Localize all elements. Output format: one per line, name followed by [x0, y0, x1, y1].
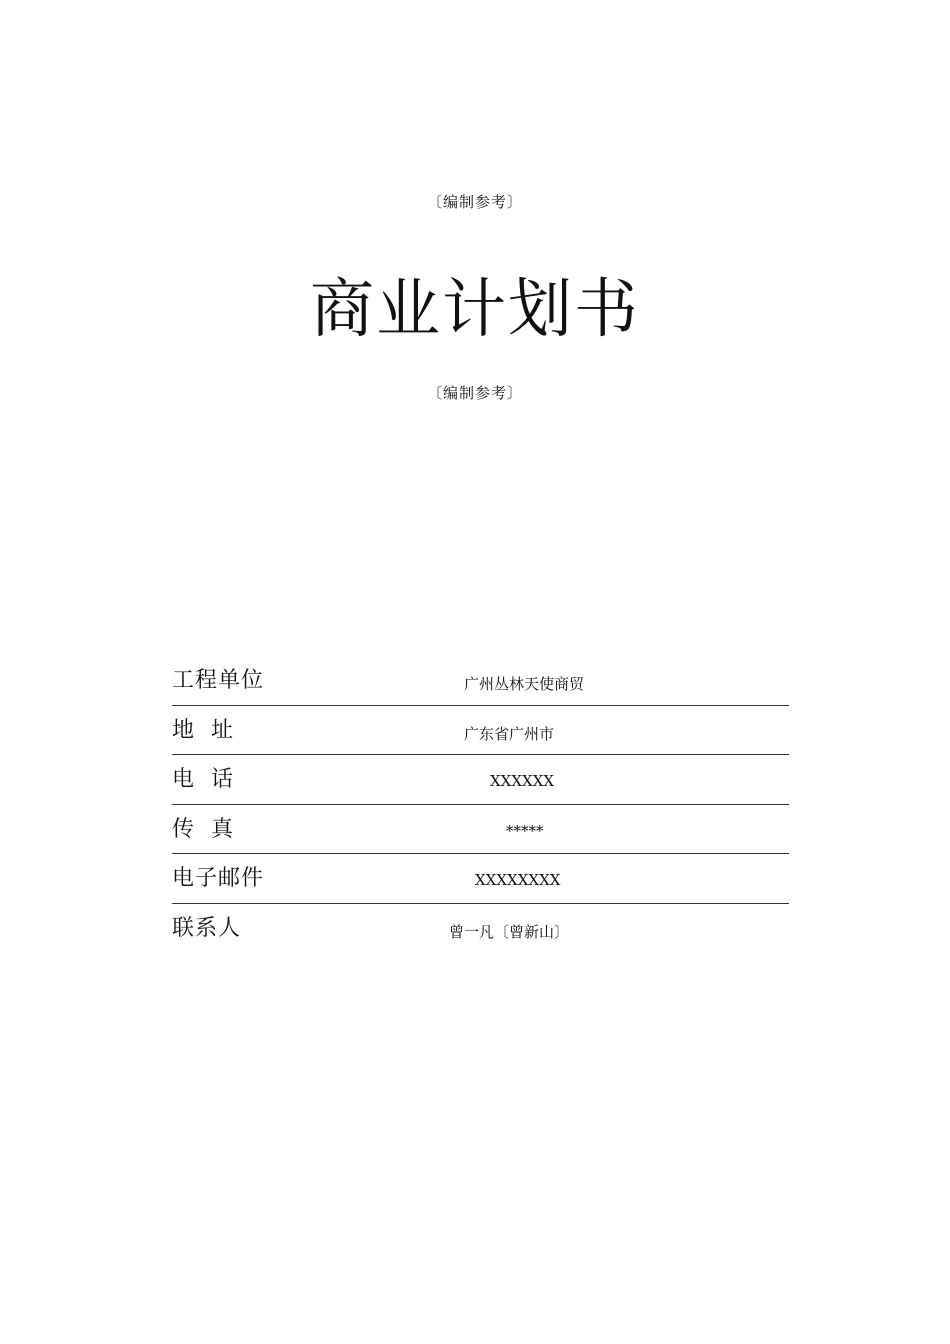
info-row-unit	[172, 656, 789, 706]
info-value: XXXXXX	[490, 772, 555, 790]
info-label: 电 话	[172, 767, 234, 792]
info-value: *****	[506, 821, 544, 840]
info-label: 电子邮件	[172, 866, 265, 891]
info-row-phone	[172, 755, 789, 805]
info-row-email	[172, 854, 789, 904]
info-row-contact	[172, 904, 789, 953]
note-bottom: 〔编制参考〕	[426, 384, 523, 402]
info-label: 传 真	[172, 816, 234, 842]
info-row-fax	[172, 805, 789, 855]
info-value: XXXXXXXX	[475, 871, 561, 889]
info-label: 工程单位	[172, 668, 265, 693]
info-value: 广州丛林天使商贸	[464, 675, 585, 693]
info-value: 广东省广州市	[464, 724, 555, 743]
page-title: 商业计划书	[310, 273, 640, 347]
info-label: 地 址	[172, 717, 234, 743]
info-label: 联系人	[172, 915, 242, 941]
note-top: 〔编制参考〕	[426, 193, 523, 211]
info-value: 曾一凡〔曾新山〕	[449, 922, 570, 941]
contact-info-table	[172, 656, 789, 952]
info-row-address	[172, 706, 789, 756]
